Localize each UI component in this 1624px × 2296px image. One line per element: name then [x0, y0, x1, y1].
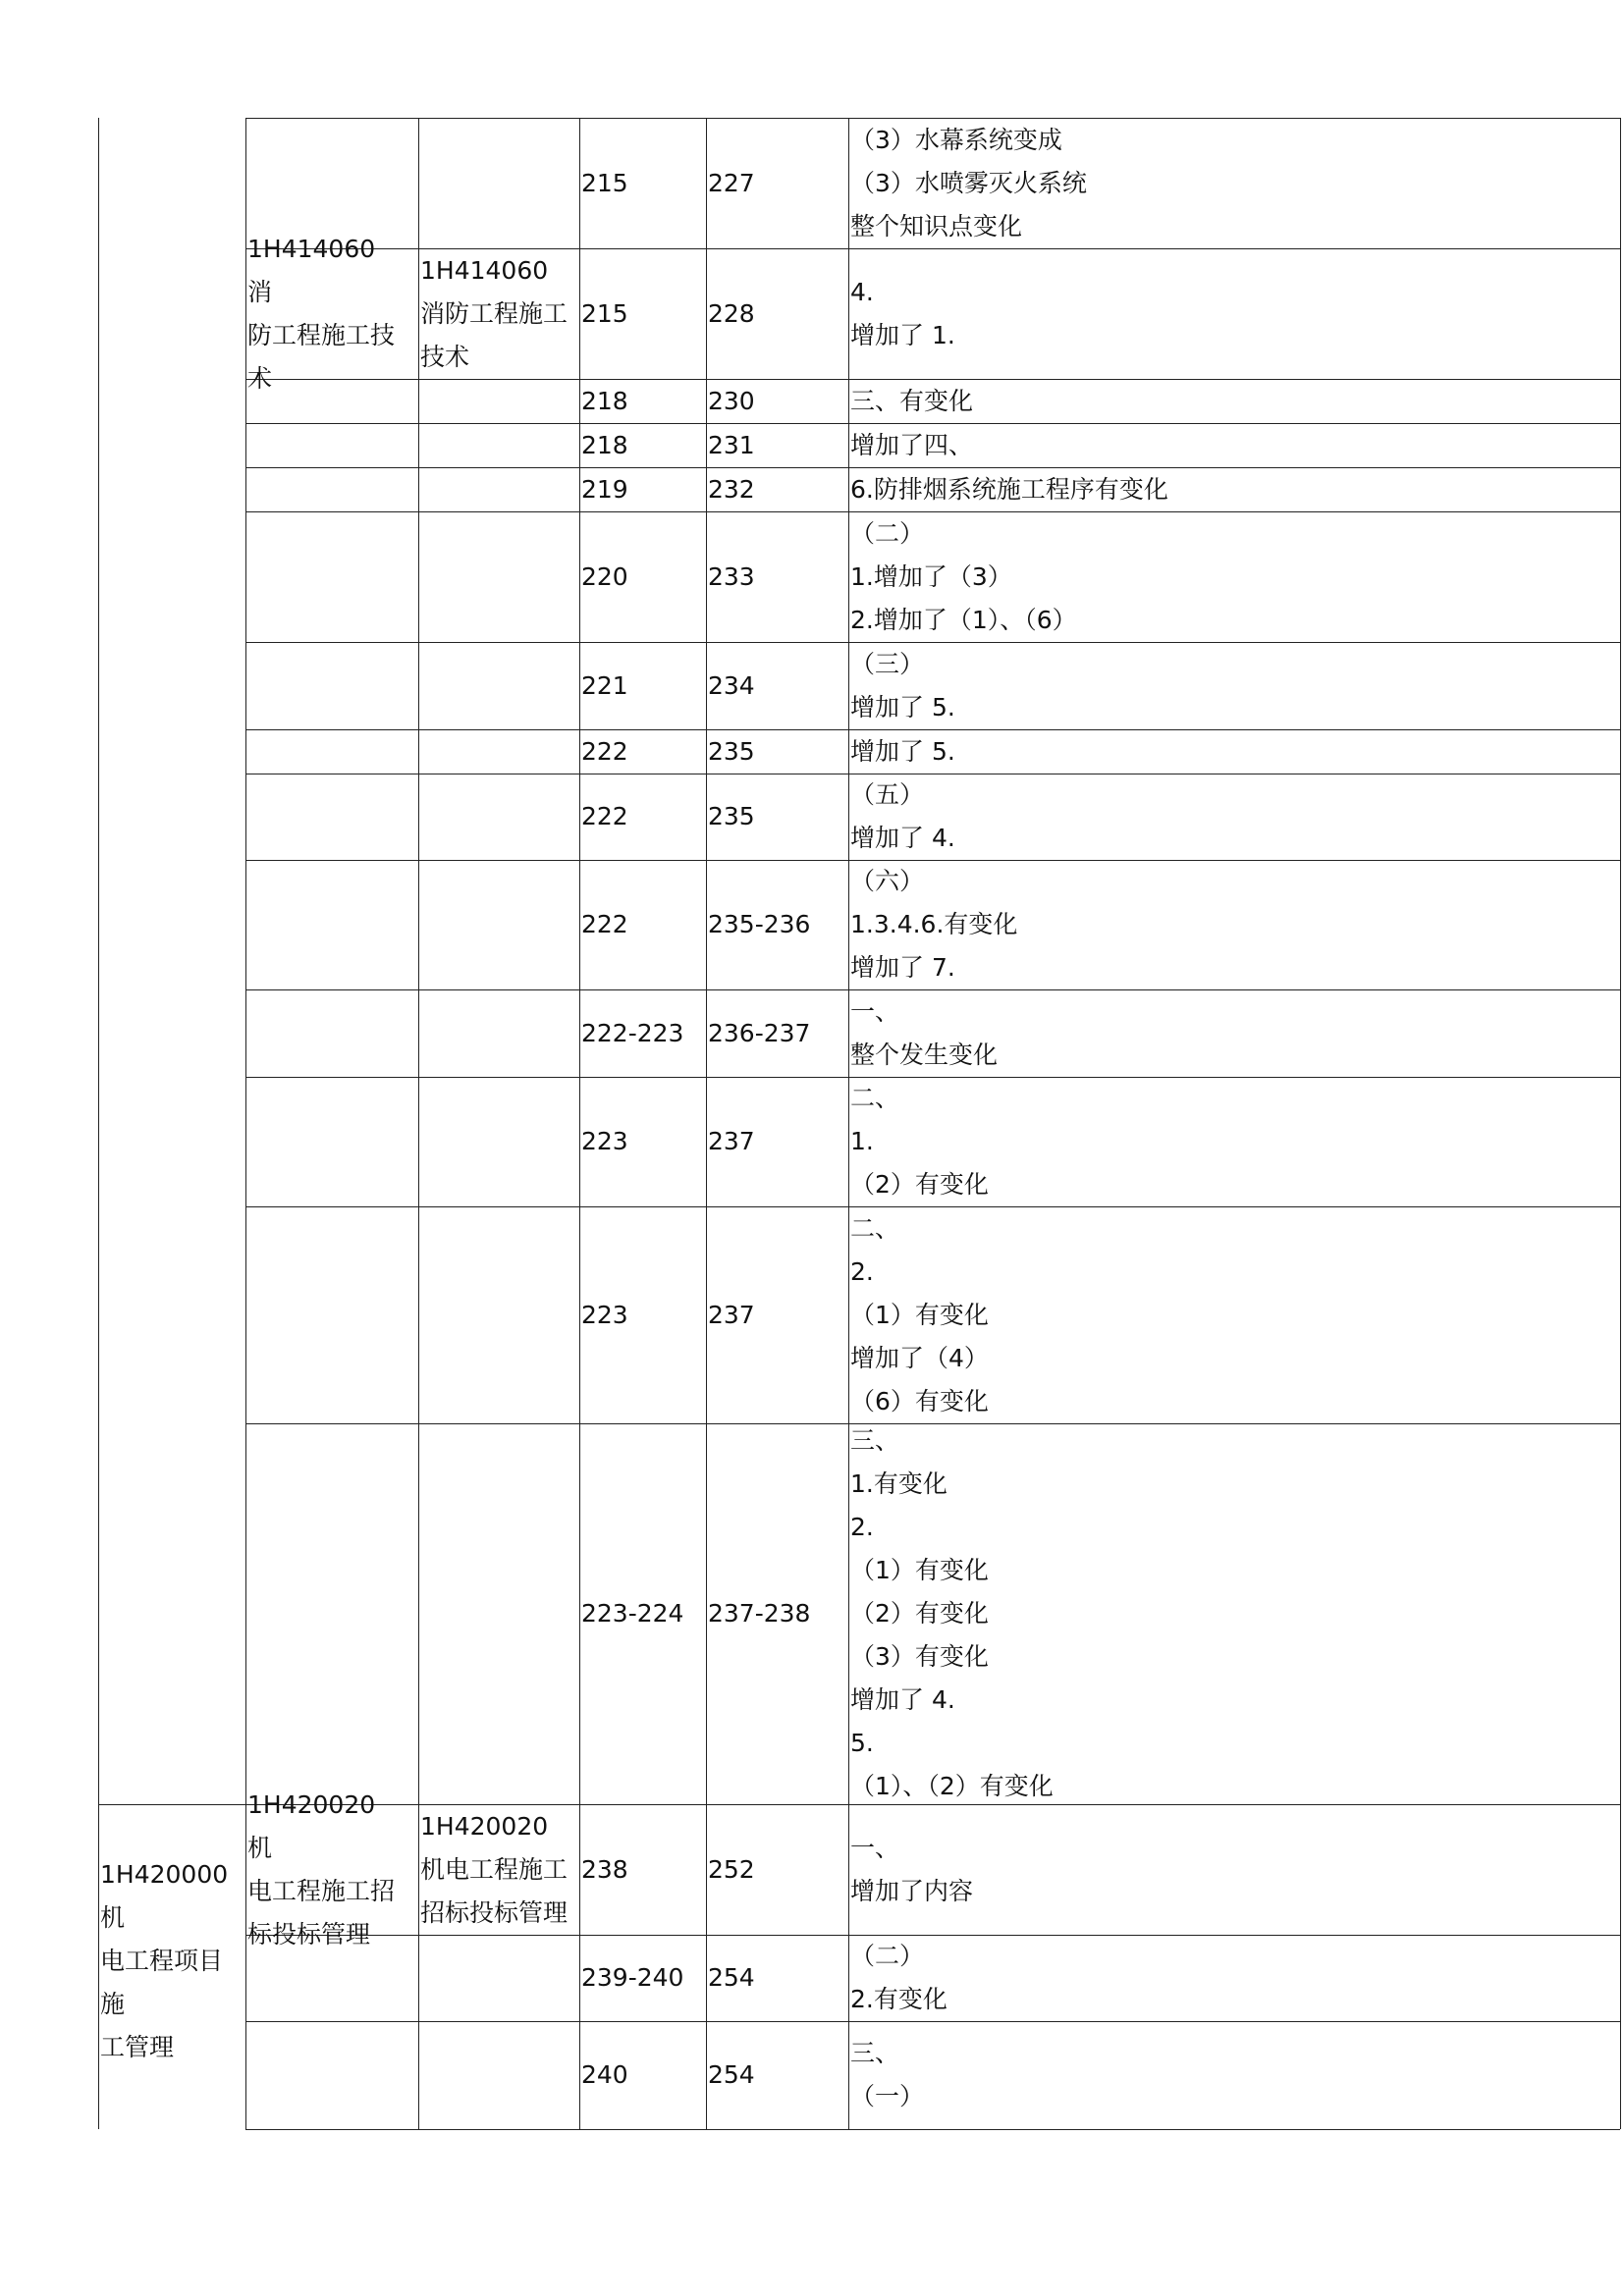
old-page-cell-text: 223 [581, 1127, 628, 1155]
old-page-cell [579, 511, 706, 642]
change-description-cell [848, 774, 1620, 860]
section-old-cell-text: 1H414060 消 防工程施工技 术 [247, 234, 396, 393]
change-description-cell [848, 1077, 1620, 1206]
new-page-cell-text: 228 [708, 298, 755, 328]
new-page-cell-text: 252 [708, 1854, 755, 1884]
old-page-cell-text: 219 [581, 474, 628, 504]
old-page-cell-text: 222 [581, 802, 628, 830]
new-page-cell-text: 232 [708, 474, 755, 504]
new-page-cell-text: 254 [708, 1963, 755, 1992]
change-description-cell-text: 增加了四、 [850, 430, 974, 459]
change-description-cell [848, 860, 1620, 989]
old-page-cell [579, 989, 706, 1077]
old-page-cell-text: 222 [581, 910, 628, 938]
section-old-cell-text: 1H420020 机 电工程施工招 标投标管理 [247, 1789, 396, 1949]
change-description-cell [848, 1423, 1620, 1804]
section-new-cell-text: 1H414060 消防工程施工 技术 [420, 255, 568, 371]
old-page-cell [579, 774, 706, 860]
new-page-cell [706, 2021, 848, 2129]
chapter-cell [98, 1804, 245, 2118]
change-description-cell-text: 三、 （一） [850, 2039, 925, 2110]
old-page-cell [579, 2021, 706, 2129]
change-description-cell-text: 三、有变化 [850, 386, 974, 415]
change-description-cell [848, 1935, 1620, 2021]
section-old-cell [245, 1789, 418, 1949]
old-page-cell [579, 860, 706, 989]
old-page-cell [579, 467, 706, 511]
old-page-cell-text: 215 [581, 298, 628, 328]
section-new-cell [418, 1804, 579, 1935]
new-page-cell-text: 227 [708, 168, 755, 197]
old-page-cell [579, 423, 706, 467]
new-page-cell [706, 1935, 848, 2021]
old-page-cell [579, 1804, 706, 1935]
old-page-cell [579, 248, 706, 379]
old-page-cell-text: 218 [581, 430, 628, 459]
old-page-cell [579, 1077, 706, 1206]
new-page-cell-text: 254 [708, 2060, 755, 2089]
old-page-cell-text: 220 [581, 561, 628, 591]
new-page-cell-text: 230 [708, 386, 755, 415]
new-page-cell [706, 989, 848, 1077]
change-description-cell [848, 989, 1620, 1077]
old-page-cell-text: 223 [581, 1300, 628, 1329]
section-new-cell-text: 1H420020 机电工程施工 招标投标管理 [420, 1811, 568, 1927]
row-divider [245, 2129, 1620, 2130]
new-page-cell [706, 1423, 848, 1804]
old-page-cell-text: 223-224 [581, 1599, 684, 1628]
change-description-cell-text: 二、 2. （1）有变化 增加了（4） （6）有变化 [850, 1213, 989, 1415]
change-description-cell-text: （五） 增加了 4. [850, 780, 955, 852]
change-description-cell-text: 4. 增加了 1. [850, 277, 955, 349]
change-description-cell [848, 118, 1620, 248]
change-description-cell [848, 379, 1620, 423]
old-page-cell-text: 240 [581, 2060, 628, 2089]
old-page-cell-text: 238 [581, 1854, 628, 1884]
new-page-cell-text: 231 [708, 430, 755, 459]
change-description-cell-text: （六） 1.3.4.6.有变化 增加了 7. [850, 867, 1018, 982]
section-new-cell [418, 248, 579, 379]
new-page-cell-text: 237 [708, 1127, 755, 1155]
new-page-cell [706, 423, 848, 467]
change-description-cell [848, 1206, 1620, 1423]
old-page-cell [579, 1935, 706, 2021]
new-page-cell [706, 1077, 848, 1206]
old-page-cell-text: 222-223 [581, 1018, 684, 1047]
new-page-cell-text: 236-237 [708, 1018, 811, 1047]
old-page-cell [579, 729, 706, 774]
change-description-cell-text: （二） 2.有变化 [850, 1942, 947, 2013]
change-description-cell-text: 一、 增加了内容 [850, 1833, 974, 1905]
new-page-cell [706, 774, 848, 860]
old-page-cell-text: 215 [581, 168, 628, 197]
change-description-cell-text: （二） 1.增加了（3） 2.增加了（1）、（6） [850, 518, 1077, 634]
old-page-cell-text: 218 [581, 386, 628, 415]
old-page-cell [579, 1206, 706, 1423]
change-description-cell [848, 511, 1620, 642]
old-page-cell-text: 222 [581, 736, 628, 766]
change-description-cell [848, 1804, 1620, 1935]
new-page-cell-text: 234 [708, 670, 755, 700]
new-page-cell-text: 235-236 [708, 910, 811, 938]
new-page-cell-text: 235 [708, 736, 755, 766]
new-page-cell-text: 237 [708, 1300, 755, 1329]
new-page-cell [706, 642, 848, 729]
new-page-cell-text: 235 [708, 802, 755, 830]
change-description-cell [848, 423, 1620, 467]
change-description-cell-text: （三） 增加了 5. [850, 649, 955, 721]
new-page-cell [706, 467, 848, 511]
old-page-cell [579, 1423, 706, 1804]
change-description-cell [848, 467, 1620, 511]
change-description-cell-text: 6.防排烟系统施工程序有变化 [850, 474, 1168, 504]
new-page-cell [706, 729, 848, 774]
old-page-cell [579, 642, 706, 729]
change-description-cell [848, 729, 1620, 774]
old-page-cell-text: 239-240 [581, 1963, 684, 1992]
new-page-cell [706, 511, 848, 642]
change-description-cell-text: 三、 1.有变化 2. （1）有变化 （2）有变化 （3）有变化 增加了 4. 5. （1）、（2）有变化 [850, 1426, 1054, 1800]
new-page-cell [706, 1206, 848, 1423]
new-page-cell-text: 233 [708, 561, 755, 591]
old-page-cell [579, 118, 706, 248]
change-description-cell [848, 2021, 1620, 2129]
change-description-cell-text: 二、 1. （2）有变化 [850, 1084, 989, 1199]
change-description-cell [848, 642, 1620, 729]
column-divider [1620, 118, 1621, 2129]
new-page-cell [706, 1804, 848, 1935]
new-page-cell-text: 237-238 [708, 1599, 811, 1628]
new-page-cell [706, 118, 848, 248]
new-page-cell [706, 248, 848, 379]
old-page-cell-text: 221 [581, 670, 628, 700]
change-description-cell [848, 248, 1620, 379]
change-description-cell-text: 增加了 5. [850, 736, 955, 766]
change-description-cell-text: （3）水幕系统变成 （3）水喷雾灭火系统 整个知识点变化 [850, 125, 1087, 240]
change-description-cell-text: 一、 整个发生变化 [850, 996, 999, 1069]
old-page-cell [579, 379, 706, 423]
chapter-label: 1H420000机 电工程项目施 工管理 [100, 1860, 229, 2061]
section-old-cell [245, 234, 418, 393]
new-page-cell [706, 860, 848, 989]
new-page-cell [706, 379, 848, 423]
